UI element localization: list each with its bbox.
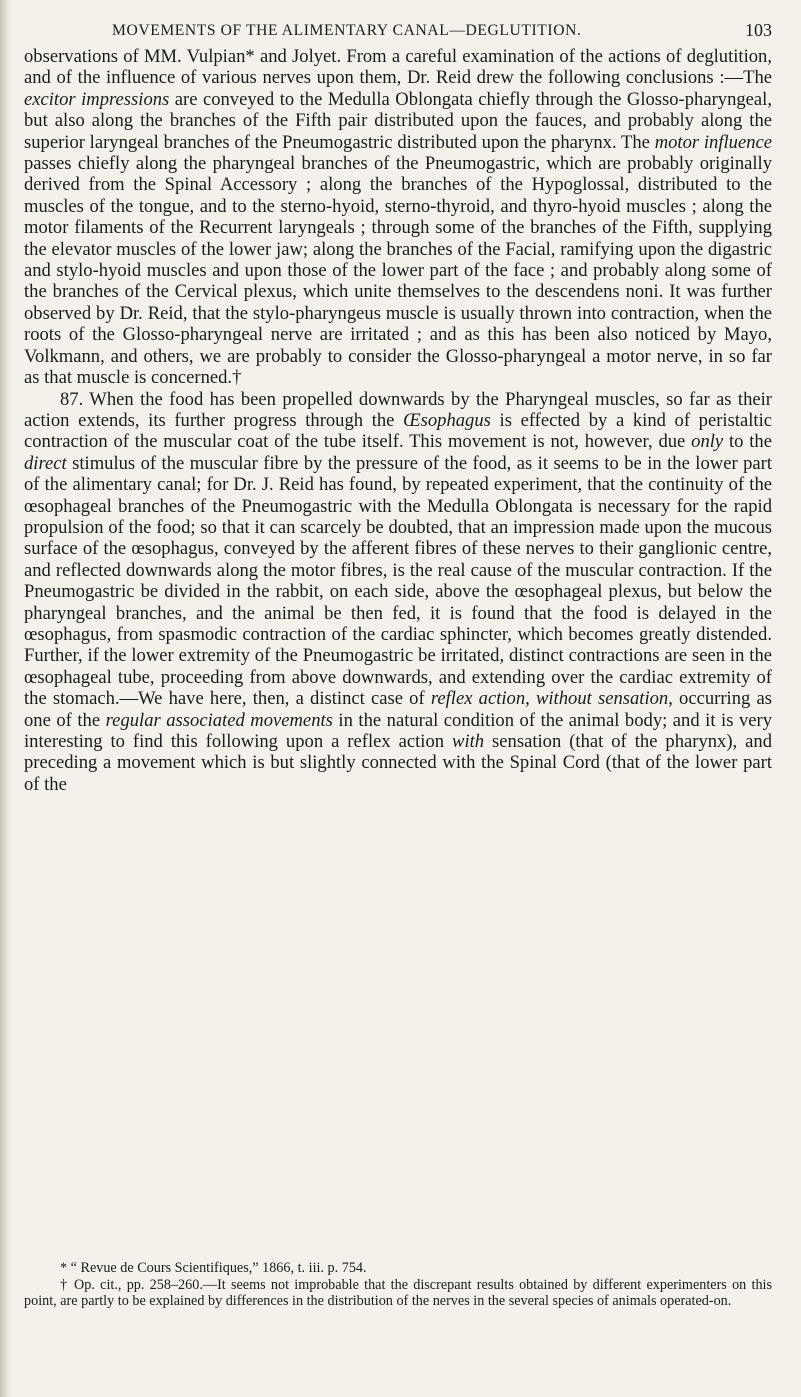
emphasis-only: only bbox=[691, 431, 724, 453]
page-number: 103 bbox=[745, 20, 772, 40]
footnotes bbox=[24, 1260, 772, 1310]
emphasis-excitor-impressions: excitor impressions bbox=[24, 88, 170, 110]
page-header bbox=[44, 14, 772, 50]
footnote-2: † Op. cit., pp. 258–260.—It seems not improbable that the discrepant results obtained by different experimenters on this point, are partly to be explained by differences in the distribution of the nerves in the several species of animals operated-on. bbox=[24, 1276, 772, 1309]
page-gutter-shadow bbox=[0, 0, 12, 1397]
emphasis-direct: direct bbox=[24, 452, 67, 474]
running-head: MOVEMENTS OF THE ALIMENTARY CANAL—DEGLUTITION. bbox=[112, 22, 582, 39]
emphasis-oesophagus: Œsophagus bbox=[403, 409, 491, 431]
paragraph-87-oesophagus: 87. When the food has been propelled downwards by the Pharyngeal muscles, so far as their action extends, its further progress through the Œsophagus is effected by a kind of peristaltic contraction of the muscular coat of the tube itself. This movement is not, however, due only to the direct stimulus of the muscular fibre by the pressure of the food, as it seems to be in the lower part of the alimentary canal; for Dr. J. Reid has found, by repeated experiment, that the continuity of the œsophageal branches of the Pneumogastric with the Medulla Oblongata is necessary for the rapid propulsion of the food; so that it can scarcely be doubted, that an impression made upon the mucous surface of the œsophagus, conveyed by the afferent fibres of these nerves to their ganglionic centre, and reflected downwards along the motor fibres, is the real cause of the muscular contraction. If the Pneumogastric be divided in the rabbit, on each side, above the œsophageal plexus, but below the pharyngeal branches, and the animal be then fed, it is found that the food is delayed in the œsophagus, from spasmodic contraction of the cardiac sphincter, which becomes greatly distended. Further, if the lower extremity of the Pneumogastric be irritated, distinct contractions are seen in the œsophageal tube, proceeding from above downwards, and extending over the cardiac extremity of the stomach.—We have here, then, a distinct case of reflex action, without sensation, occurring as one of the regular associated movements in the natural condition of the animal body; and it is very interesting to find this following upon a reflex action with sensation (that of the pharynx), and preceding a movement which is but slightly connected with the Spinal Cord (that of the lower part of the bbox=[24, 388, 773, 795]
emphasis-with: with bbox=[452, 731, 485, 752]
emphasis-reflex-action: reflex action, without sensation bbox=[430, 688, 669, 710]
emphasis-motor-influence: motor influence bbox=[654, 131, 773, 153]
paragraph-deglutition-nerves: observations of MM. Vulpian* and Jolyet. From a careful examination of the actions of deglutition, and of the influence of various nerves upon them, Dr. Reid drew the following conclusions :—The excitor impressions are conveyed to the Medulla Oblongata chiefly through the Glosso-pharyngeal, but also along the branches of the Fifth pair distributed upon the fauces, and probably along the superior laryngeal branches of the Pneumogastric distributed upon the pharynx. The motor influence passes chiefly along the pharyngeal branches of the Pneumogastric, which are probably originally derived from the Spinal Accessory ; along the branches of the Hypoglossal, distributed to the muscles of the tongue, and to the sterno-hyoid, sterno-thyroid, and thyro-hyoid muscles ; along the motor filaments of the Recurrent laryngeals ; through some of the branches of the Fifth, supplying the elevator muscles of the lower jaw; along the branches of the Facial, ramifying upon the digastric and stylo-hyoid muscles and upon those of the lower part of the face ; and probably along some of the branches of the Cervical plexus, which unite themselves to the descendens noni. It was further observed by Dr. Reid, that the stylo-pharyngeus muscle is usually thrown into contraction, when the roots of the Glosso-pharyngeal nerve are irritated ; and as this has been also noticed by Mayo, Volkmann, and others, we are probably to consider the Glosso-pharyngeal a motor nerve, in so far as that muscle is concerned.† bbox=[24, 46, 773, 389]
body-text bbox=[24, 46, 772, 795]
emphasis-regular-associated-movements: regular associated movements bbox=[105, 709, 333, 731]
footnote-1: * “ Revue de Cours Scientifiques,” 1866, t. iii. p. 754. bbox=[60, 1260, 367, 1276]
